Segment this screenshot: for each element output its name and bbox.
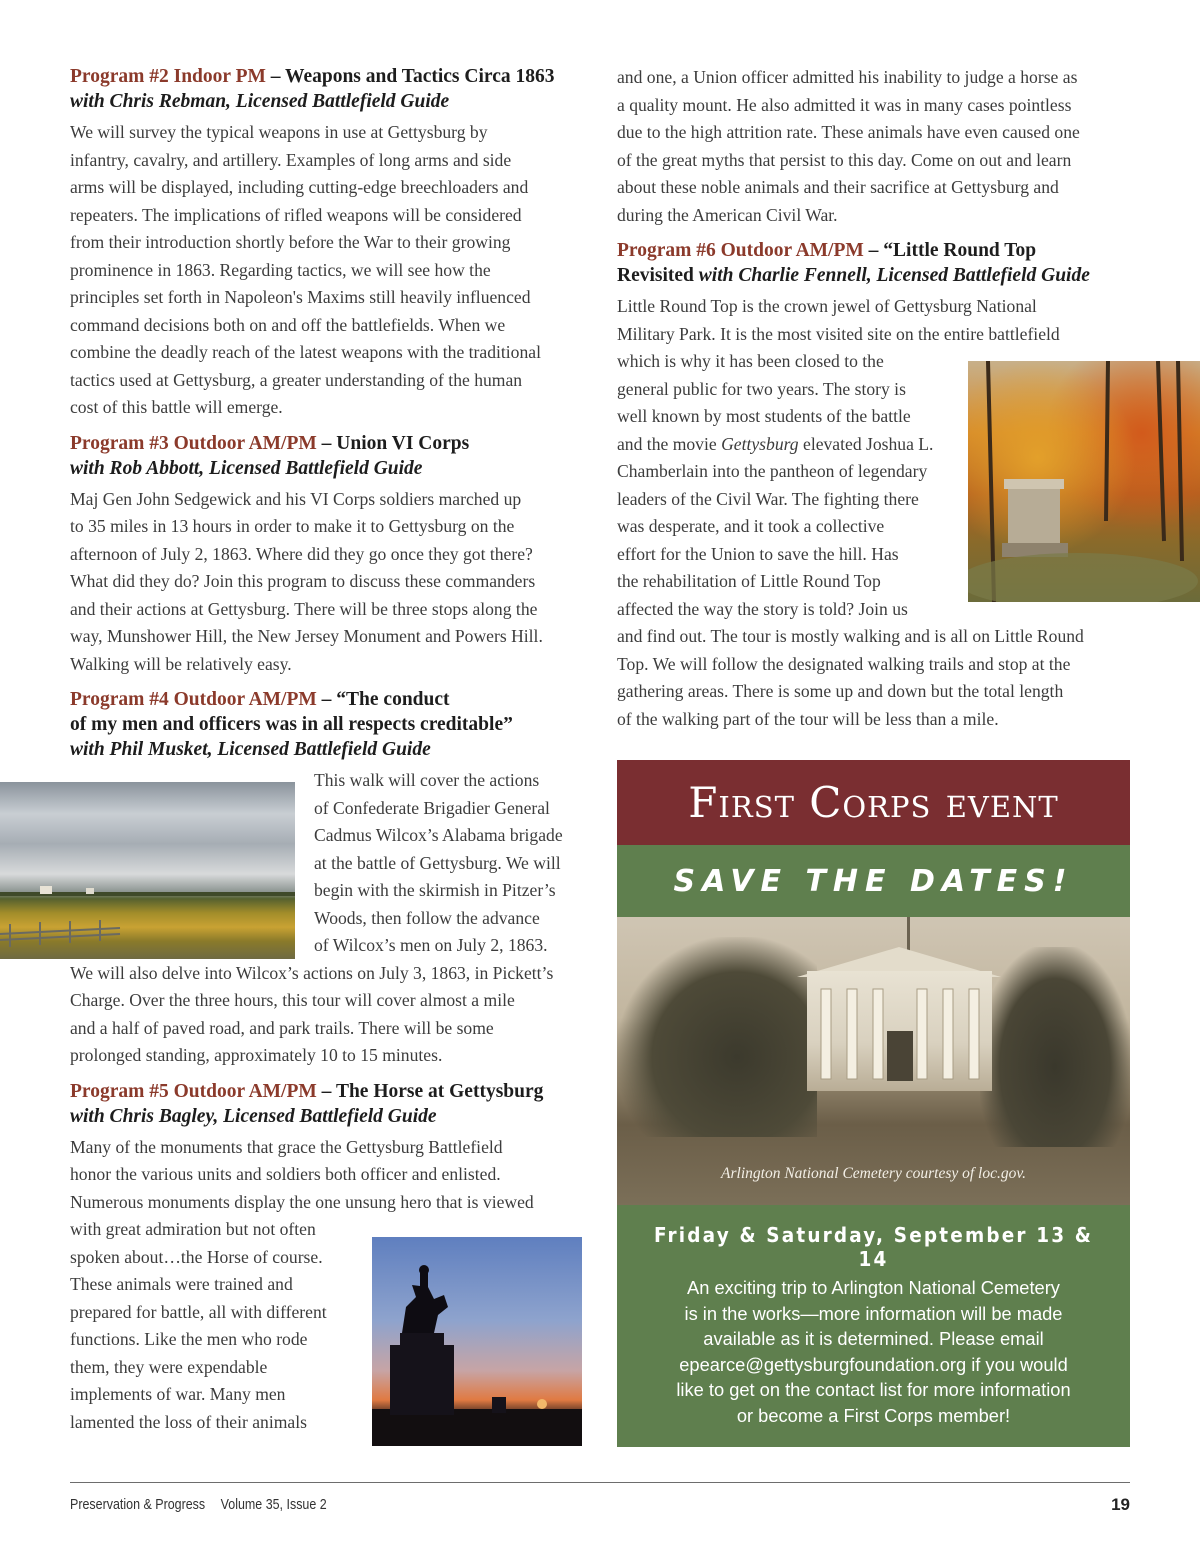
program-2-number: Program #2 Indoor PM (70, 66, 266, 87)
program-6-movie-line: and the movie Gettysburg elevated Joshua L. (617, 433, 934, 454)
save-the-dates: SAVE THE DATES! (673, 863, 1074, 899)
program-3-number: Program #3 Outdoor AM/PM (70, 432, 317, 454)
program-4-title-line-1: – “The conduct (321, 689, 450, 710)
arlington-cemetery-photo (617, 917, 1130, 1205)
little-round-top-monument-photo (968, 361, 1200, 602)
program-6-title-line-1: – “Little Round Top (868, 240, 1037, 261)
program-6-heading (617, 238, 1137, 288)
program-2-description: We will survey the typical weapons in use at Gettysburg by infantry, cavalry, and artillery. Examples of long arms and side arms will be displayed, including cutting-edge breechloaders and repeaters. The implications of rifled weapons will be considered from their introduction shortly before the War to their growing prominence in 1863. Regarding tactics, we will see how the principles set forth in Napoleon's Maxims still heavily influenced command decisions both on and off the battlefields. When we combine the deadly reach of the latest weapons with the traditional tactics used at Gettysburg, a greater understanding of the human cost of this battle will emerge. (70, 122, 541, 417)
program-6-title-line-2: Revisited (617, 265, 694, 286)
left-column (70, 64, 582, 1436)
first-corps-event-box (617, 760, 1130, 1447)
program-5-number: Program #5 Outdoor AM/PM (70, 1080, 317, 1102)
program-3-description: Maj Gen John Sedgewick and his VI Corps soldiers marched up to 35 miles in 13 hours in order to make it to Gettysburg on the afternoon of July 2, 1863. Where did they go once they got there? What did they do? Join this program to discuss these commanders and their actions at Gettysburg. There will be three stops along the way, Munshower Hill, the New Jersey Monument and Powers Hill. Walking will be relatively easy. (70, 488, 543, 674)
event-title: First Corps event (688, 778, 1059, 827)
program-5-wrapped-text: with great admiration but not often spoken about…the Horse of course. These animals were trained and prepared for battle, all with different functions. Like the men who rode them, they were expendable implements of war. Many men lamented the loss of their animals (70, 1219, 327, 1432)
program-2-heading (70, 64, 582, 114)
footer-divider (70, 1482, 1130, 1483)
contact-email-line: epearce@gettysburgfoundation.org if you would (679, 1353, 1068, 1375)
footer (70, 1497, 327, 1513)
program-4-heading (70, 687, 582, 762)
event-title-banner (617, 760, 1130, 845)
event-date: Friday & Saturday, September 13 & 14 (653, 1223, 1094, 1271)
photo-caption: Arlington National Cemetery courtesy of loc.gov. (721, 1165, 1026, 1182)
volume-issue: Volume 35, Issue 2 (220, 1497, 327, 1513)
program-4-wrapped-text: This walk will cover the actions of Confederate Brigadier General Cadmus Wilcox’s Alabama brigade at the battle of Gettysburg. We will begin with the skirmish in Pitzer’s Woods, then follow the advance of Wilcox’s men on July 2, 1863. (314, 770, 563, 955)
program-6-number: Program #6 Outdoor AM/PM (617, 240, 864, 261)
event-description: An exciting trip to Arlington National Cemetery is in the works—more information will be made available as it is determined. Please email epearce@gettysburgfoundation.org if you would like to get on the contact list for more information or become a First Corps member! (617, 1275, 1130, 1428)
program-6-guide: with Charlie Fennell, Licensed Battlefield Guide (698, 265, 1090, 286)
program-3-guide: with Rob Abbott, Licensed Battlefield Guide (70, 457, 423, 479)
program-5-heading (70, 1079, 582, 1129)
program-4-number: Program #4 Outdoor AM/PM (70, 689, 317, 710)
program-5-description-continued: and one, a Union officer admitted his inability to judge a horse as a quality mount. He also admitted it was in many cases pointless due to the high attrition rate. These animals have even caused one of the great myths that persist to this day. Come on out and learn about these noble animals and their sacrifice at Gettysburg and during the American Civil War. (617, 67, 1080, 225)
program-6-description: Little Round Top is the crown jewel of Gettysburg National Military Park. It is the most visited site on the entire battlefield which is why it has been closed to the general public for two years. The story is well known by most students of the battle and the movie Gettysburg elevated Joshua L. Chamberlain into the pantheon of legendary leaders of the Civil War. The fighting there was desperate, and it took a collective effort for the Union to save the hill. Has the rehabilitation of Little Round Top affected the way the story is told? Join us and find out. The tour is mostly walking and is all on Little Round Top. We will follow the designated walking trails and stop at the gathering areas. There is some up and down but the total length of the walking part of the tour will be less than a mile. (617, 293, 1137, 733)
battlefield-field-photo (0, 782, 295, 959)
program-2-title: – Weapons and Tactics Circa 1863 (270, 66, 555, 87)
program-4-description: This walk will cover the actions of Confederate Brigadier General Cadmus Wilcox’s Alabama brigade at the battle of Gettysburg. We will begin with the skirmish in Pitzer’s Woods, then follow the advance of Wilcox’s men on July 2, 1863. We will also delve into Wilcox’s actions on July 3, 1863, in Pickett’s Charge. Over the three hours, this tour will cover almost a mile and a half of paved road, and park trails. There will be some prolonged standing, approximately 10 to 15 minutes. (70, 767, 582, 1070)
page-number: 19 (1111, 1495, 1130, 1514)
program-5-guide: with Chris Bagley, Licensed Battlefield Guide (70, 1105, 437, 1127)
publication-name: Preservation & Progress (70, 1497, 206, 1513)
program-4-title-line-2: of my men and officers was in all respects creditable” (70, 714, 513, 735)
equestrian-statue-photo (372, 1237, 582, 1446)
event-details (617, 1205, 1130, 1447)
program-5-description: Many of the monuments that grace the Gettysburg Battlefield honor the various units and soldiers both officer and enlisted. Numerous monuments display the one unsung hero that is viewed with great admiration but not often spoken about…the Horse of course. These animals were trained and prepared for battle, all with different functions. Like the men who rode them, they were expendable implements of war. Many men lamented the loss of their animals (70, 1134, 582, 1437)
program-4-guide: with Phil Musket, Licensed Battlefield Guide (70, 739, 431, 760)
save-the-dates-banner (617, 845, 1130, 917)
movie-title: Gettysburg (721, 433, 799, 454)
program-3-heading (70, 431, 582, 481)
program-5-title: – The Horse at Gettysburg (321, 1080, 544, 1102)
program-3-title: – Union VI Corps (321, 432, 470, 454)
program-2-guide: with Chris Rebman, Licensed Battlefield Guide (70, 91, 450, 112)
